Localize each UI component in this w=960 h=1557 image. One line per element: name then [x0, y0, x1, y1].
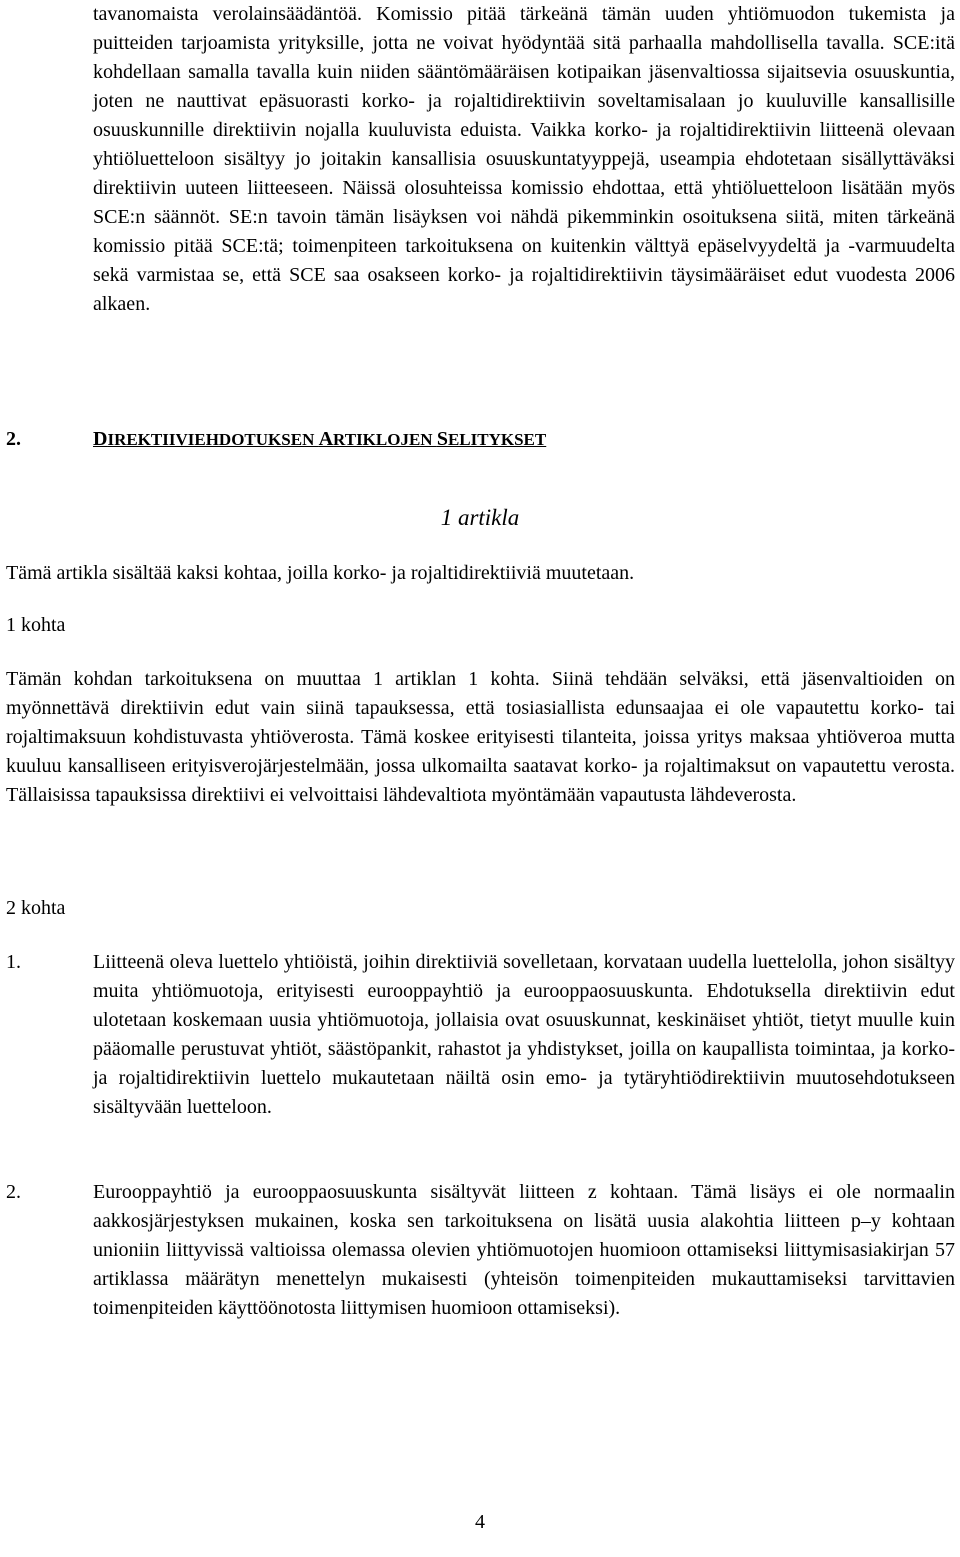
section-number: 2.	[6, 428, 21, 450]
intro-paragraph: tavanomaista verolainsäädäntöä. Komissio pitää tärkeänä tämän uuden yhtiömuodon tukemista ja puitteiden tarjoamista yrityksille, jotta ne voivat hyödyntää sitä parhaalla mahdollisella tavalla. SCE:itä kohdellaan samalla tavalla kuin niiden sääntömääräisen kotipaikan jäsenvaltiossa sijaitsevia osuuskuntia, joten ne nauttivat epäsuorasti korko- ja rojaltidirektiivin soveltamisalaan jo kuuluville kansallisille osuuskunnille direktiivin nojalla kuuluvista eduista. Vaikka korko- ja rojaltidirektiivin liitteenä olevaan yhtiöluetteloon sisältyy jo joitakin kansallisia osuuskuntatyyppejä, useampia ehdotetaan sisällyttäväksi direktiivin uuteen liitteeseen. Näissä olosuhteissa komissio ehdottaa, että yhtiöluetteloon lisätään myös SCE:n säännöt. SE:n tavoin tämän lisäyksen voi nähdä pikemminkin osoituksena siitä, miten tärkeänä komissio pitää SCE:tä; toimenpiteen tarkoituksena on kuitenkin välttyä epäselvyydeltä ja -varmuudelta sekä varmistaa se, että SCE saa osakseen korko- ja rojaltidirektiivin täysimääräiset edut vuodesta 2006 alkaen.	[93, 3, 955, 315]
list-item-number: 2.	[6, 1181, 21, 1203]
page-number: 4	[475, 1511, 485, 1533]
list-item-number: 1.	[6, 951, 21, 973]
list-item-text: Eurooppayhtiö ja eurooppaosuuskunta sisältyvät liitteen z kohtaan. Tämä lisäys ei ole normaalin aakkosjärjestyksen mukainen, koska sen tarkoituksena on lisätä uusia alakohtia liitteen p–y kohtaan unioniin liittyvissä valtioissa olemassa olevien yhtiömuotojen huomioon ottamiseksi liittymisasiakirjan 57 artiklassa määrätyn menettelyn mukaisesti (yhteisön toimenpiteiden mukauttamiseksi tarvittavien toimenpiteiden käyttöönotosta liittymisen huomioon ottamiseksi).	[93, 1181, 955, 1319]
kohta1-heading: 1 kohta	[6, 614, 66, 636]
section-title: DIREKTIIVIEHDOTUKSEN ARTIKLOJEN SELITYKSET	[93, 428, 547, 450]
kohta1-paragraph: Tämän kohdan tarkoituksena on muuttaa 1 artiklan 1 kohta. Siinä tehdään selväksi, että jäsenvaltioiden on myönnettävä direktiivin edut vain siinä tapauksessa, että tosiasiallista edunsaajaa ei ole vapautettu korko- tai rojaltimaksuun kohdistuvasta yhtiöverosta. Tämä koskee erityisesti tilanteita, joissa yritys maksaa yhtiöveroa mutta kuuluu kansalliseen erityisverojärjestelmään, jossa ulkomailta saatavat korko- ja rojaltimaksut on vapautettu verosta. Tällaisissa tapauksissa direktiivi ei velvoittaisi lähdevaltiota myöntämään vapautusta lähdeverosta.	[6, 668, 955, 806]
article-summary: Tämä artikla sisältää kaksi kohtaa, joilla korko- ja rojaltidirektiiviä muutetaan.	[6, 562, 635, 584]
list-item-text: Liitteenä oleva luettelo yhtiöistä, joihin direktiiviä sovelletaan, korvataan uudella luettelolla, johon sisältyy muita yhtiömuotoja, erityisesti eurooppayhtiö ja eurooppaosuuskunta. Ehdotuksella direktiivin edut ulotetaan koskemaan uusia yhtiömuotoja, jollaisia ovat osuuskunnat, keskinäiset yhtiöt, tietyt muulle kuin pääomalle perustuvat yhtiöt, säästöpankit, rahastot ja yhdistykset, joilla on kaupallista toimintaa, ja korko- ja rojaltidirektiivin luettelo mukautetaan näiltä osin emo- ja tytäryhtiödirektiivin muutosehdotukseen sisältyvään luetteloon.	[93, 951, 955, 1118]
kohta2-heading: 2 kohta	[6, 897, 66, 919]
article-title: 1 artikla	[440, 505, 520, 530]
